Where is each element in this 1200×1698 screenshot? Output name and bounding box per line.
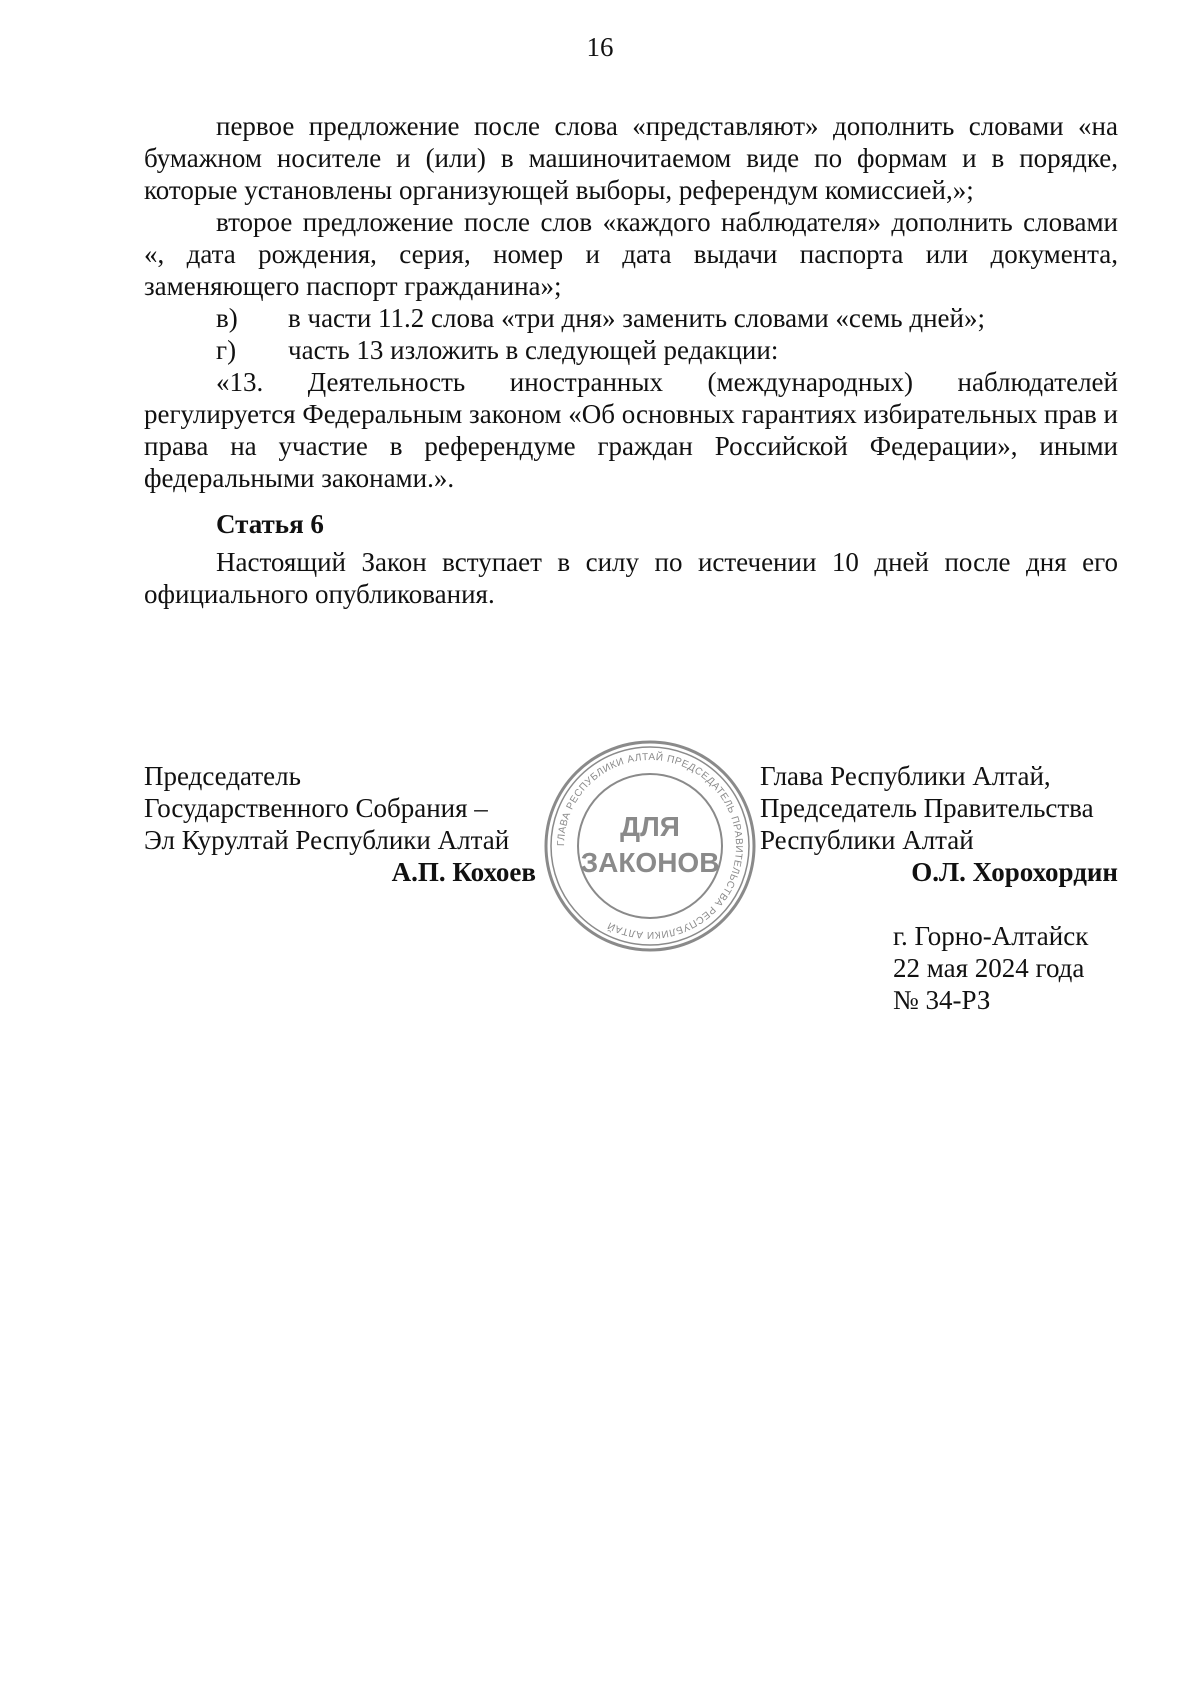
seal-outer-ring-inner bbox=[551, 747, 749, 945]
article-heading: Статья 6 bbox=[216, 509, 324, 539]
list-marker: г) bbox=[216, 335, 237, 365]
seal-inner-ring bbox=[578, 774, 722, 918]
signatory-name: О.Л. Хорохордин bbox=[911, 857, 1118, 887]
quoted-paragraph: «13. Деятельность иностранных (международных) наблюдателей регулируется Федеральным законом «Об основных гарантиях избирательных прав и права на участие в референдуме граждан Российской Федерации», иными федеральными законами.». bbox=[144, 367, 1118, 493]
law-number: № 34-РЗ bbox=[893, 985, 991, 1015]
list-text: часть 13 изложить в следующей редакции: bbox=[288, 335, 779, 365]
seal-ring-text bbox=[556, 750, 744, 940]
list-item bbox=[144, 334, 1118, 366]
seal-center-line: ЗАКОНОВ bbox=[580, 847, 720, 878]
seal-ring-text-path: ГЛАВА РЕСПУБЛИКИ АЛТАЙ ПРЕДСЕДАТЕЛЬ ПРАВИТЕЛЬСТВА РЕСПУБЛИКИ АЛТАЙ bbox=[555, 751, 745, 941]
page-number: 16 bbox=[586, 32, 614, 62]
signature-right bbox=[760, 760, 1118, 888]
place-date-block bbox=[893, 920, 1088, 1016]
paragraph: второе предложение после слов «каждого наблюдателя» дополнить словами «, дата рождения, серия, номер и дата выдачи паспорта или документа, заменяющего паспорт гражданина»; bbox=[144, 207, 1118, 301]
seal-stamp-icon bbox=[540, 736, 760, 956]
list-text: в части 11.2 слова «три дня» заменить словами «семь дней»; bbox=[288, 303, 985, 333]
signature-title-line: Глава Республики Алтай, bbox=[760, 761, 1051, 791]
signature-title-line: Государственного Собрания – bbox=[144, 793, 488, 823]
list-marker: в) bbox=[216, 303, 238, 333]
list-item bbox=[144, 302, 1118, 334]
signature-title-line: Председатель bbox=[144, 761, 301, 791]
signature-title-line: Эл Курултай Республики Алтай bbox=[144, 825, 510, 855]
signature-title-line: Председатель Правительства bbox=[760, 793, 1094, 823]
signature-title-line: Республики Алтай bbox=[760, 825, 974, 855]
date: 22 мая 2024 года bbox=[893, 953, 1085, 983]
signature-left bbox=[144, 760, 536, 888]
article-text: Настоящий Закон вступает в силу по истечении 10 дней после дня его официального опубликования. bbox=[144, 547, 1118, 609]
city: г. Горно-Алтайск bbox=[893, 921, 1089, 951]
document-body bbox=[144, 110, 1118, 610]
seal-center-line: ДЛЯ bbox=[620, 811, 680, 842]
paragraph: первое предложение после слова «представляют» дополнить словами «на бумажном носителе и (или) в машиночитаемом виде по формам и в порядке, которые установлены организующей выборы, референдум комиссией,»; bbox=[144, 111, 1118, 205]
signatory-name: А.П. Кохоев bbox=[391, 857, 536, 887]
